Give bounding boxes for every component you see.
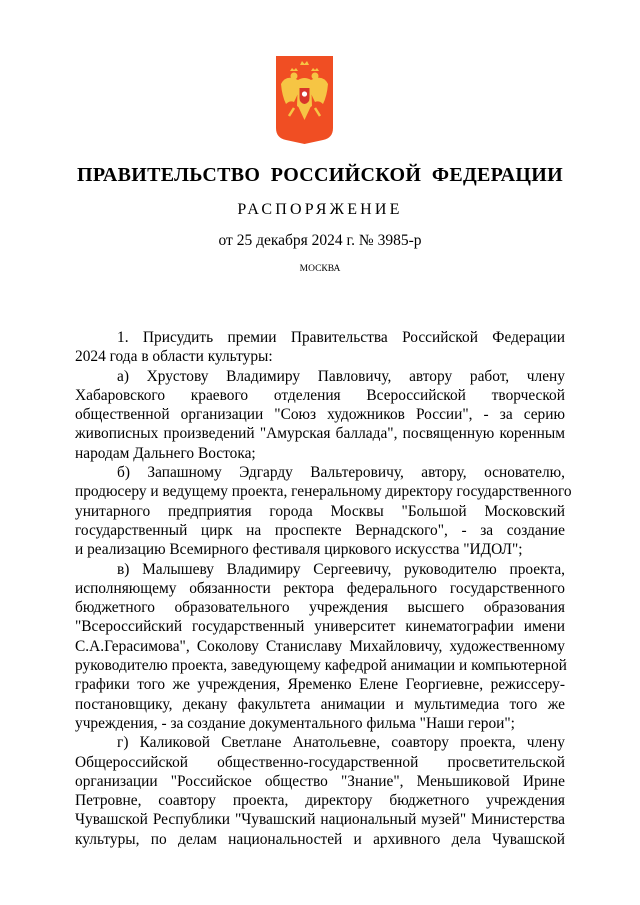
body-line: организации "Российское общество "Знание", Меньшиковой Ирине <box>75 772 565 790</box>
document-city: МОСКВА <box>299 264 341 274</box>
body-line: живописных произведений "Амурская баллада", посвященную коренным <box>75 425 565 443</box>
body-line: руководителю проекта, заведующему кафедрой анимации и компьютерной <box>75 657 567 675</box>
document-body <box>75 328 572 849</box>
body-line: продюсеру и ведущему проекта, генеральному директору государственного <box>75 483 572 501</box>
body-line: в) Малышеву Владимиру Сергеевичу, руководителю проекта, <box>117 560 565 578</box>
coat-of-arms-emblem <box>276 56 333 144</box>
body-line: постановщику, декану факультета анимации и мультимедиа того же <box>75 695 565 713</box>
body-line: общественной организации "Союз художников России", - за серию <box>75 406 565 424</box>
body-line: графики того же учреждения, Яременко Елене Георгиевне, режиссеру- <box>75 676 565 694</box>
document-title: ПРАВИТЕЛЬСТВО РОССИЙСКОЙ ФЕДЕРАЦИИ <box>77 164 563 186</box>
body-line: С.А.Герасимова", Соколову Станиславу Михайловичу, художественному <box>75 637 565 655</box>
body-line: Общероссийской общественно-государственной просветительской <box>75 753 565 771</box>
document-date-number: от 25 декабря 2024 г. № 3985-р <box>218 232 422 249</box>
body-line: Хабаровского краевого отделения Всероссийской творческой <box>75 386 565 404</box>
double-headed-eagle-icon <box>276 56 333 144</box>
body-line: 2024 года в области культуры: <box>75 348 273 366</box>
body-line: 1. Присудить премии Правительства Российской Федерации <box>117 329 565 346</box>
body-line: Чувашской Республики "Чувашский национальный музей" Министерства <box>75 811 565 829</box>
body-line: "Всероссийский государственный университет кинематографии имени <box>75 618 565 636</box>
body-line: Петровне, соавтору проекта, директору бюджетного учреждения <box>75 792 565 810</box>
body-line: а) Хрустову Владимиру Павловичу, автору работ, члену <box>117 367 565 385</box>
body-line: народам Дальнего Востока; <box>75 444 256 462</box>
body-line: г) Каликовой Светлане Анатольевне, соавтору проекта, члену <box>117 734 565 752</box>
body-line: культуры, по делам национальностей и архивного дела Чувашской <box>75 830 565 848</box>
body-line: и реализацию Всемирного фестиваля циркового искусства "ИДОЛ"; <box>75 541 523 559</box>
document-type: РАСПОРЯЖЕНИЕ <box>237 201 403 218</box>
body-line: бюджетного образовательного учреждения высшего образования <box>75 599 565 617</box>
body-line: исполняющему обязанности ректора федерального государственного <box>75 579 565 597</box>
body-line: унитарного предприятия города Москвы "Большой Московский <box>75 502 565 520</box>
body-line: б) Запашному Эдгарду Вальтеровичу, автору, основателю, <box>117 464 565 482</box>
body-line: государственный цирк на проспекте Вернадского", - за создание <box>75 521 565 539</box>
body-line: учреждения, - за создание документального фильма "Наши герои"; <box>75 714 515 732</box>
